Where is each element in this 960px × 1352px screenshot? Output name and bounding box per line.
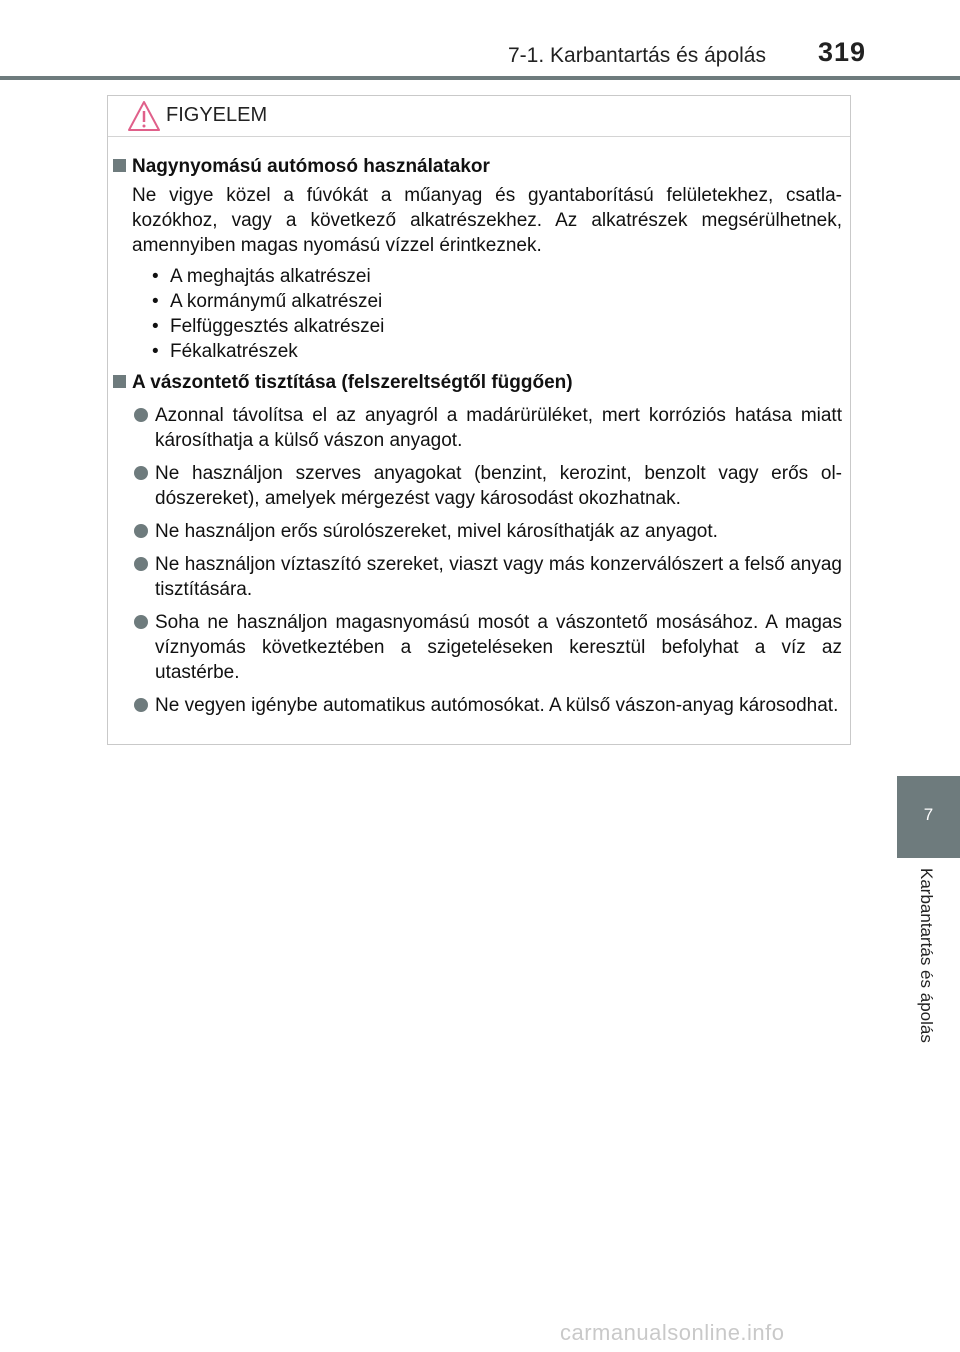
parts-list [108, 264, 852, 364]
warning-content [108, 154, 852, 718]
list-item: Ne használjon szerves anyagokat (benzint, kerozint, benzolt vagy erős oldószereket), amelyek mérgezést vagy károsodást okozhatnak. [132, 461, 842, 511]
warning-header [108, 96, 850, 137]
circle-bullet-icon [134, 466, 148, 480]
list-item: Azonnal távolítsa el az anyagról a madárürüléket, mert korróziós hatása miatt károsíthatja a külső vászon anyagot. [132, 403, 842, 453]
list-item: Soha ne használjon magasnyomású mosót a vászontető mosásához. A magas víznyomás következtében a szigeteléseken keresztül befolyhat a víz az utastérbe. [132, 610, 842, 685]
circle-bullet-icon [134, 557, 148, 571]
header-section-title: 7-1. Karbantartás és ápolás [508, 44, 766, 67]
list-item: Ne használjon víztaszító szereket, viaszt vagy más konzerválószert a felső anyag tisztítására. [132, 552, 842, 602]
page-number: 319 [818, 37, 867, 67]
chapter-tab [897, 776, 960, 858]
chapter-label: Karbantartás és ápolás [917, 868, 936, 1043]
warning-triangle-icon [127, 100, 161, 137]
list-item: Ne használjon erős súrolószereket, mivel károsíthatják az anyagot. [132, 519, 842, 544]
square-bullet-icon [113, 375, 126, 388]
warning-label: FIGYELEM [166, 104, 268, 126]
header-rule [0, 76, 960, 80]
list-item: Ne vegyen igénybe automatikus autómosókat. A külső vászon-anyag károsodhat. [132, 693, 842, 718]
chapter-number: 7 [923, 805, 934, 824]
circle-bullet-icon [134, 698, 148, 712]
section-paragraph: Ne vigye közel a fúvókát a műanyag és gyantaborítású felületekhez, csatlakozókhoz, vagy a következő alkatrészekhez. Az alkatrészek megsérülhetnek, amennyiben magas nyomású vízzel érintkeznek. [132, 185, 842, 256]
warning-box [107, 95, 851, 745]
list-item: • Fékalkatrészek [152, 341, 298, 362]
list-item: • Felfüggesztés alkatrészei [152, 316, 385, 337]
list-item: • A kormánymű alkatrészei [152, 291, 383, 312]
list-item: • A meghajtás alkatrészei [152, 266, 371, 287]
section-heading: A vászontető tisztítása (felszereltségtől függően) [108, 370, 852, 395]
circle-bullet-icon [134, 524, 148, 538]
section-heading: Nagynyomású autómosó használatakor [108, 154, 852, 179]
circle-bullet-icon [134, 615, 148, 629]
circle-bullet-icon [134, 408, 148, 422]
square-bullet-icon [113, 159, 126, 172]
watermark: carmanualsonline.info [560, 1320, 785, 1345]
